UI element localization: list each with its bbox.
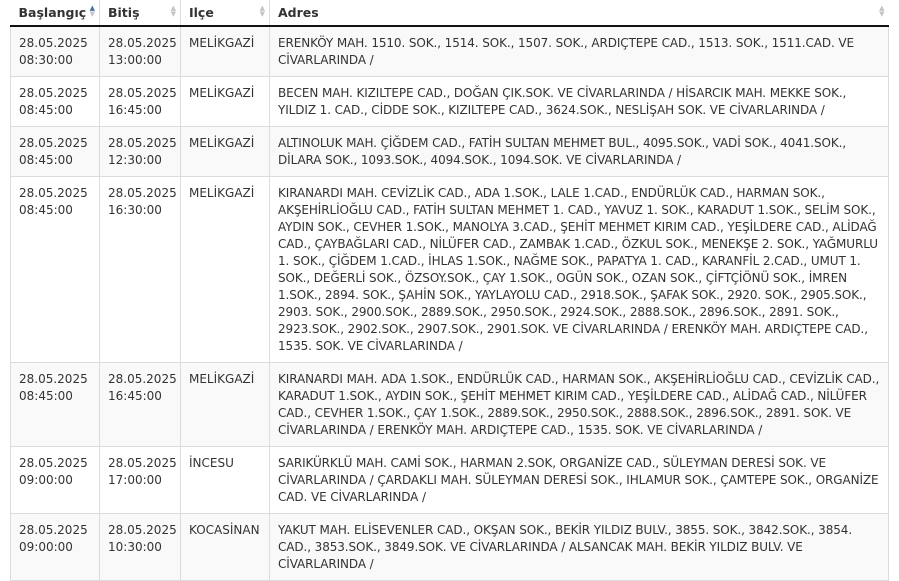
table-row — [11, 77, 889, 127]
sort-asc-icon: ▲ — [170, 4, 176, 12]
start-time: 08:30:00 — [19, 53, 73, 67]
sort-icon[interactable] — [879, 5, 884, 17]
end-cell — [100, 26, 181, 77]
sort-asc-icon: ▲ — [879, 4, 885, 12]
start-cell — [11, 363, 100, 447]
column-header-address[interactable] — [270, 0, 889, 26]
start-date: 28.05.2025 — [19, 186, 88, 200]
end-date: 28.05.2025 — [108, 523, 177, 537]
end-cell — [100, 363, 181, 447]
district-cell: MELİKGAZİ — [181, 26, 270, 77]
end-date: 28.05.2025 — [108, 186, 177, 200]
start-cell — [11, 514, 100, 581]
district-cell: MELİKGAZİ — [181, 363, 270, 447]
start-date: 28.05.2025 — [19, 36, 88, 50]
sort-icon[interactable] — [260, 5, 265, 17]
sort-icon[interactable] — [171, 5, 176, 17]
address-cell: ERENKÖY MAH. 1510. SOK., 1514. SOK., 1507. SOK., ARDIÇTEPE CAD., 1513. SOK., 1511.CAD. VE CİVARLARINDA / — [270, 26, 889, 77]
sort-asc-icon: ▲ — [259, 4, 265, 12]
table-row — [11, 514, 889, 581]
end-cell — [100, 127, 181, 177]
start-date: 28.05.2025 — [19, 523, 88, 537]
end-time: 10:30:00 — [108, 540, 162, 554]
start-date: 28.05.2025 — [19, 136, 88, 150]
start-time: 09:00:00 — [19, 540, 73, 554]
end-cell — [100, 514, 181, 581]
district-cell: MELİKGAZİ — [181, 127, 270, 177]
end-time: 13:00:00 — [108, 53, 162, 67]
start-cell — [11, 77, 100, 127]
table-row — [11, 363, 889, 447]
district-cell: MELİKGAZİ — [181, 177, 270, 363]
end-date: 28.05.2025 — [108, 136, 177, 150]
table-header-row — [11, 0, 889, 26]
sort-icon[interactable] — [90, 5, 95, 17]
end-cell — [100, 77, 181, 127]
start-cell — [11, 127, 100, 177]
column-header-start-label: Başlangıç — [18, 5, 87, 20]
column-header-address-label: Adres — [278, 5, 319, 20]
start-date: 28.05.2025 — [19, 86, 88, 100]
address-cell: ALTINOLUK MAH. ÇİĞDEM CAD., FATİH SULTAN MEHMET BUL., 4095.SOK., VADİ SOK., 4041.SOK., DİLARA SOK., 1093.SOK., 4094.SOK., 1094.SOK. VE CİVARLARINDA / — [270, 127, 889, 177]
end-date: 28.05.2025 — [108, 456, 177, 470]
column-header-start[interactable] — [11, 0, 100, 26]
table-row — [11, 26, 889, 77]
district-cell: MELİKGAZİ — [181, 77, 270, 127]
column-header-district[interactable] — [181, 0, 270, 26]
address-cell: SARIKÜRKLÜ MAH. CAMİ SOK., HARMAN 2.SOK, ORGANİZE CAD., SÜLEYMAN DERESİ SOK. VE CİVARLARINDA / ÇARDAKLI MAH. SÜLEYMAN DERESİ SOK., IHLAMUR SOK., ÇAMTEPE SOK., ORGANİZE CAD. VE CİVARLARINDA / — [270, 447, 889, 514]
column-header-end[interactable] — [100, 0, 181, 26]
end-cell — [100, 177, 181, 363]
start-date: 28.05.2025 — [19, 456, 88, 470]
address-cell: BECEN MAH. KIZILTEPE CAD., DOĞAN ÇIK.SOK. VE CİVARLARINDA / HİSARCIK MAH. MEKKE SOK., YILDIZ 1. CAD., CİDDE SOK., KIZILTEPE CAD., 3624.SOK., NESLİŞAH SOK. VE CİVARLARINDA / — [270, 77, 889, 127]
table-row — [11, 177, 889, 363]
sort-desc-icon: ▼ — [170, 10, 176, 18]
end-date: 28.05.2025 — [108, 86, 177, 100]
sort-asc-icon: ▲ — [89, 4, 95, 12]
end-time: 12:30:00 — [108, 153, 162, 167]
start-time: 08:45:00 — [19, 203, 73, 217]
sort-desc-icon: ▼ — [89, 10, 95, 18]
address-cell: YAKUT MAH. ELİSEVENLER CAD., OKŞAN SOK., BEKİR YILDIZ BULV., 3855. SOK., 3842.SOK., 3854. CAD., 3853.SOK., 3849.SOK. VE CİVARLARINDA / ALSANCAK MAH. BEKİR YILDIZ BULV. VE CİVARLARINDA / — [270, 514, 889, 581]
start-cell — [11, 177, 100, 363]
end-time: 17:00:00 — [108, 473, 162, 487]
start-time: 08:45:00 — [19, 153, 73, 167]
column-header-district-label: Ilçe — [189, 5, 214, 20]
end-date: 28.05.2025 — [108, 36, 177, 50]
table-row — [11, 447, 889, 514]
address-cell: KIRANARDI MAH. CEVİZLİK CAD., ADA 1.SOK., LALE 1.CAD., ENDÜRLÜK CAD., HARMAN SOK., AKŞEHİRLİOĞLU CAD., FATİH SULTAN MEHMET 1. CAD., YAVUZ 1. SOK., KARADUT 1.SOK., SELİM SOK., AYDIN SOK., CEVHER 1.SOK., MANOLYA 3.CAD., ŞEHİT MEHMET KIRIM CAD., YEŞİLDERE CAD., ALİDAĞ CAD., ÇAYBAĞLARI CAD., NİLÜFER CAD., ZAMBAK 1.CAD., ÖZKUL SOK., MENEKŞE 2. SOK., YAĞMURLU 1. SOK., ÇİĞDEM 1.CAD., İHLAS 1.SOK., NAĞME SOK., PAPATYA 1. CAD., KARANFİL 2.CAD., UMUT 1. SOK., DEĞERLİ SOK., ÖZSOY.SOK., ÇAY 1.SOK., OGÜN SOK., OZAN SOK., ÇİFTÇİÖNÜ SOK., İMREN 1.SOK., 2894. SOK., ŞAHİN SOK., YAYLAYOLU CAD., 2918.SOK., ŞAFAK SOK., 2920. SOK., 2905.SOK., 2903. SOK., 2900.SOK., 2889.SOK., 2950.SOK., 2924.SOK., 2888.SOK., 2896.SOK., 2891. SOK., 2923.SOK., 2902.SOK., 2907.SOK., 2901.SOK. VE CİVARLARINDA / ERENKÖY MAH. ARDIÇTEPE CAD., 1535. SOK. VE CİVARLARINDA / — [270, 177, 889, 363]
end-time: 16:30:00 — [108, 203, 162, 217]
start-time: 08:45:00 — [19, 389, 73, 403]
sort-desc-icon: ▼ — [259, 10, 265, 18]
end-cell — [100, 447, 181, 514]
district-cell: KOCASİNAN — [181, 514, 270, 581]
start-date: 28.05.2025 — [19, 372, 88, 386]
address-cell: KIRANARDI MAH. ADA 1.SOK., ENDÜRLÜK CAD., HARMAN SOK., AKŞEHİRLİOĞLU CAD., CEVİZLİK CAD., KARADUT 1.SOK., AYDIN SOK., ŞEHİT MEHMET KIRIM CAD., YEŞİLDERE CAD., ALİDAĞ CAD., NİLÜFER CAD., CEVHER 1.SOK., ÇAY 1.SOK., 2889.SOK., 2950.SOK., 2888.SOK., 2896.SOK., 2891. SOK. VE CİVARLARINDA / ERENKÖY MAH. ARDIÇTEPE CAD., 1535. SOK. VE CİVARLARINDA / — [270, 363, 889, 447]
end-date: 28.05.2025 — [108, 372, 177, 386]
outage-table — [10, 0, 889, 581]
end-time: 16:45:00 — [108, 103, 162, 117]
start-cell — [11, 26, 100, 77]
column-header-end-label: Bitiş — [108, 5, 140, 20]
district-cell: İNCESU — [181, 447, 270, 514]
start-time: 09:00:00 — [19, 473, 73, 487]
table-row — [11, 127, 889, 177]
sort-desc-icon: ▼ — [879, 10, 885, 18]
end-time: 16:45:00 — [108, 389, 162, 403]
start-time: 08:45:00 — [19, 103, 73, 117]
start-cell — [11, 447, 100, 514]
